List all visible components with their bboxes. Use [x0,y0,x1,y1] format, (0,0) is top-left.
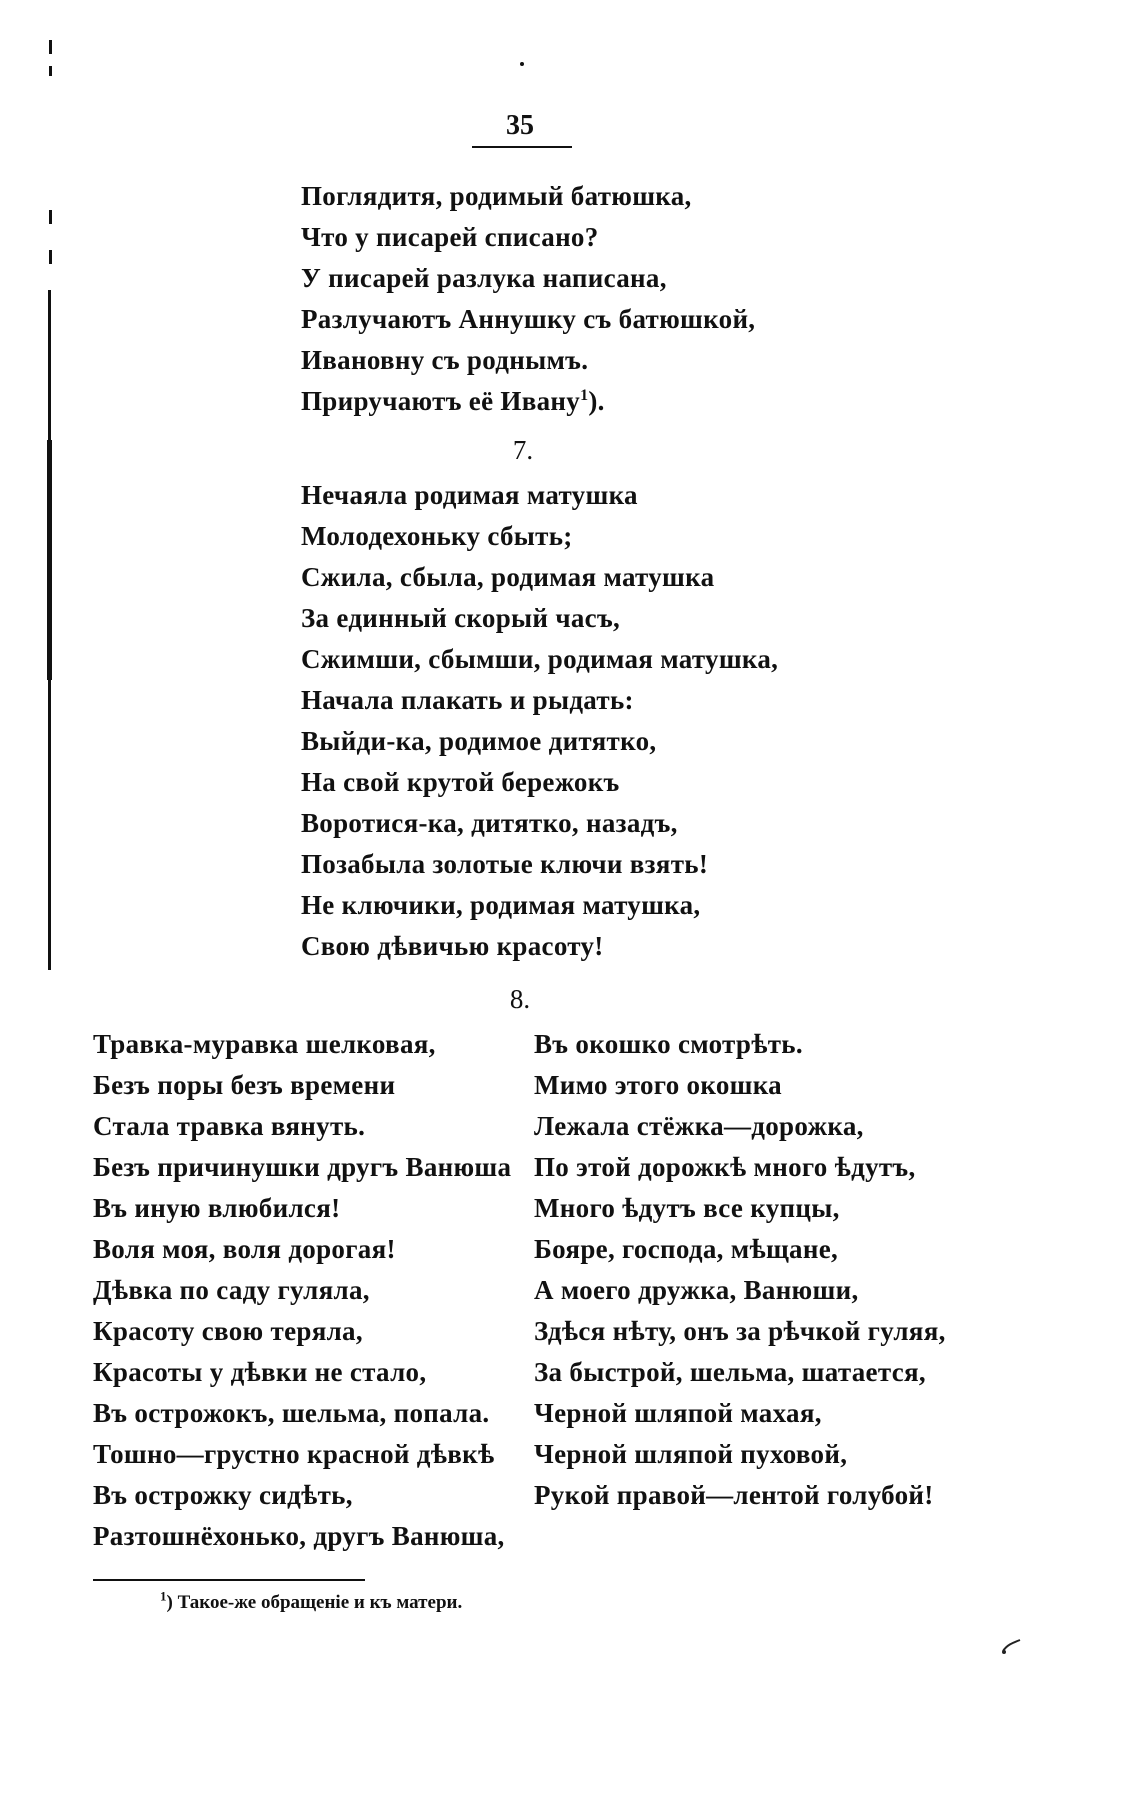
margin-mark [49,66,52,76]
verse-line: Что у писарей списано? [301,222,599,252]
verse-line: Свою дѣвичью красоту! [301,931,604,961]
footnote-mark: 1 [160,1588,167,1604]
verse-line: Ивановну съ роднымъ. [301,345,589,375]
stray-pen-mark [1000,1635,1024,1659]
verse-line: Молодехоньку сбыть; [301,521,573,551]
section-number: 8. [509,984,531,1014]
verse-line: Не ключики, родимая матушка, [301,890,701,920]
verse-line: Дѣвка по саду гуляла, [93,1275,370,1305]
footnote [160,1590,462,1616]
footnote-text: ) Такое-же обращеніе и къ матери. [166,1592,463,1613]
verse-line: Въ острожокъ, шельма, попала. [93,1398,490,1428]
verse-line: Въ острожку сидѣть, [93,1480,353,1510]
verse-line: Выйди-ка, родимое дитятко, [301,726,657,756]
verse-line: Въ окошко смотрѣть. [534,1029,803,1059]
verse-line [301,381,755,422]
verse-line: Много ѣдутъ все купцы, [534,1193,840,1223]
verse-line: Безъ причинушки другъ Ванюша [93,1152,512,1182]
verse-line: У писарей разлука написана, [301,263,667,293]
verse-line: Въ иную влюбился! [93,1193,341,1223]
page-number-rule [472,146,572,148]
verse-line: Разтошнёхонько, другъ Ванюша, [93,1521,505,1551]
verse-text-end: ). [588,386,605,416]
margin-scan-edge-heavy [47,440,52,680]
poem-section-7 [301,475,778,967]
verse-line: Красоты у дѣвки не стало, [93,1357,427,1387]
verse-line: Лежала стёжка—дорожка, [534,1111,864,1141]
top-dot [520,62,524,66]
verse-line: Тошно—грустно красной дѣвкѣ [93,1439,495,1469]
verse-line: За быстрой, шельма, шатается, [534,1357,926,1387]
page-number: 35 [506,110,534,141]
margin-mark [49,210,52,224]
verse-line: Нечаяла родимая матушка [301,480,638,510]
verse-line: А моего дружка, Ванюши, [534,1275,859,1305]
margin-mark [49,40,52,54]
poem-top [301,176,755,422]
verse-line: Здѣся нѣту, онъ за рѣчкой гуляя, [534,1316,946,1346]
verse-line: Сжимши, сбымши, родимая матушка, [301,644,779,674]
margin-mark [49,250,52,264]
verse-line: Позабыла золотые ключи взять! [301,849,709,879]
verse-line: Безъ поры безъ времени [93,1070,396,1100]
verse-text: Приручаютъ её Ивану [301,386,581,416]
verse-line: По этой дорожкѣ много ѣдутъ, [534,1152,916,1182]
verse-line: Стала травка вянуть. [93,1111,366,1141]
verse-line: Травка-муравка шелковая, [93,1029,436,1059]
verse-line: Черной шляпой махая, [534,1398,822,1428]
verse-line: Поглядитя, родимый батюшка, [301,181,692,211]
verse-line: Рукой правой—лентой голубой! [534,1480,934,1510]
verse-line: Красоту свою теряла, [93,1316,363,1346]
verse-line: Мимо этого окошка [534,1070,782,1100]
section-number: 7. [512,435,534,465]
verse-line: Воротися-ка, дитятко, назадъ, [301,808,678,838]
footnote-rule [93,1579,365,1581]
verse-line: На свой крутой бережокъ [301,767,620,797]
verse-line: Воля моя, воля дорогая! [93,1234,396,1264]
poem-section-8-right-column [534,1024,946,1516]
verse-line: Разлучаютъ Аннушку съ батюшкой, [301,304,756,334]
verse-line: Сжила, сбыла, родимая матушка [301,562,715,592]
verse-line: Бояре, господа, мѣщане, [534,1234,839,1264]
verse-line: Начала плакать и рыдать: [301,685,634,715]
poem-section-8-left-column [93,1024,511,1557]
verse-line: За единный скорый часъ, [301,603,621,633]
footnote-reference: 1 [580,387,589,404]
verse-line: Черной шляпой пуховой, [534,1439,848,1469]
